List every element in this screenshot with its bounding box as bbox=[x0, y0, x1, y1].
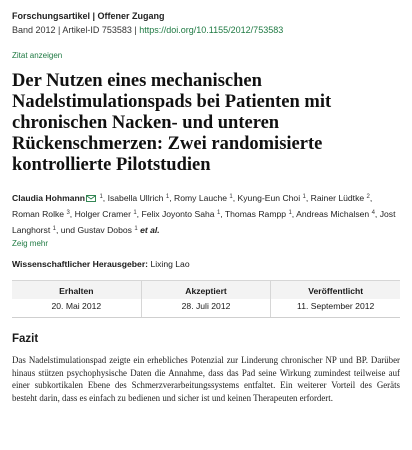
date-published bbox=[270, 280, 400, 317]
author-name[interactable]: Claudia Hohmann bbox=[12, 193, 86, 203]
affiliation-marker: 4 bbox=[371, 210, 375, 216]
volume-article-id: Band 2012 | Artikel-ID 753583 | bbox=[12, 25, 140, 35]
date-label: Erhalten bbox=[12, 280, 141, 299]
author-name[interactable]: Felix Joyonto Saha bbox=[141, 209, 215, 219]
affiliation-marker: 2 bbox=[366, 194, 370, 200]
show-more-authors-link[interactable]: Zeig mehr bbox=[12, 239, 49, 248]
abstract-text: Das Nadelstimulationspad zeigte ein erhebliches Potenzial zur Linderung chronischer NP und BP. Darüber hinaus stützen psychophysische Daten die Annahme, dass das Pad seine Wirkung zumindest teilweise auf einer subkortikalen Ebene des Schmerzverarbeitungssystems entfaltet. Ein weiterer Vorteil des Geräts besteht darin, dass es einfach zu bedienen und sicher ist und keinen Therapeuten erfordert. bbox=[12, 355, 400, 403]
academic-editor bbox=[12, 258, 400, 270]
affiliation-marker: 1 bbox=[165, 194, 170, 200]
affiliation-marker: 3 bbox=[66, 210, 70, 216]
author-name[interactable]: Rainer Lüdtke bbox=[310, 193, 365, 203]
publication-dates bbox=[12, 280, 400, 318]
date-received bbox=[12, 280, 141, 317]
abstract-heading: Fazit bbox=[12, 333, 39, 345]
author-name[interactable]: Romy Lauche bbox=[173, 193, 228, 203]
author-list bbox=[12, 190, 400, 238]
author-name[interactable]: Andreas Michalsen bbox=[296, 209, 370, 219]
affiliation-marker: 1 bbox=[229, 194, 233, 200]
doi-link[interactable]: https://doi.org/10.1155/2012/753583 bbox=[139, 25, 284, 35]
author-and-word: und bbox=[60, 225, 78, 235]
author-name[interactable]: Gustav Dobos bbox=[77, 225, 132, 235]
author-name[interactable]: Jost Langhorst bbox=[12, 209, 396, 235]
affiliation-marker: 1 bbox=[288, 210, 292, 216]
affiliation-marker: 1 bbox=[52, 226, 56, 232]
show-citation-link[interactable]: Zitat anzeigen bbox=[12, 51, 63, 60]
affiliation-marker: 1 bbox=[133, 210, 137, 216]
editor-name: Lixing Lao bbox=[150, 259, 190, 269]
article-title: Der Nutzen eines mechanischen Nadelstimulationspads bei Patienten mit chronischen Nacken- und unteren Rückenschmerzen: Zwei randomisierte kontrollierte Pilotstudien bbox=[12, 71, 332, 175]
author-name[interactable]: Holger Cramer bbox=[74, 209, 131, 219]
affiliation-marker: 1 bbox=[134, 226, 138, 232]
author-name[interactable]: Thomas Rampp bbox=[224, 209, 287, 219]
affiliation-marker: 1 bbox=[302, 194, 306, 200]
article-type: Forschungsartikel | Offener Zugang bbox=[12, 11, 165, 21]
affiliation-marker: 1 bbox=[99, 194, 103, 200]
date-value: 11. September 2012 bbox=[297, 301, 375, 311]
editor-label: Wissenschaftlicher Herausgeber: bbox=[12, 259, 149, 269]
authors-container: Claudia Hohmann $^1$, Isabella Ullrich $^1$, Romy Lauche $^1$, Kyung-Eun Choi $^1$, Rainer Lüdtke $^2$, Roman Rolke $^3$, Holger Cramer $^1$, Felix Joyonto Saha $^1$, Thomas Rampp $^1$, Andreas Michalsen $^4$, Jost Langhorst $^1$, und Gustav Dobos $^1$ et al. bbox=[12, 193, 396, 235]
date-value: 28. Juli 2012 bbox=[181, 301, 231, 311]
affiliation-marker: 1 bbox=[216, 210, 221, 216]
article-meta bbox=[12, 23, 400, 37]
date-accepted bbox=[141, 280, 271, 317]
date-value: 20. Mai 2012 bbox=[51, 301, 102, 311]
author-name[interactable]: Kyung-Eun Choi bbox=[237, 193, 301, 203]
author-name[interactable]: Roman Rolke bbox=[12, 209, 65, 219]
date-label: Akzeptiert bbox=[142, 280, 271, 299]
et-al: et al. bbox=[140, 225, 160, 235]
email-icon[interactable] bbox=[86, 195, 96, 202]
date-label: Veröffentlicht bbox=[271, 280, 400, 299]
author-name[interactable]: Isabella Ullrich bbox=[107, 193, 164, 203]
